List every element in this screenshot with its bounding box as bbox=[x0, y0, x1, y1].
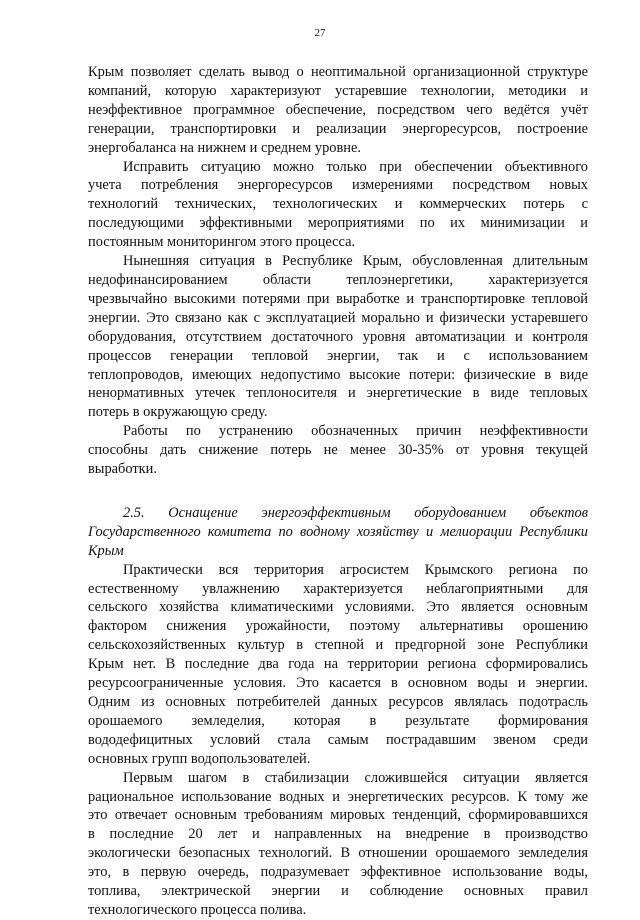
text-line: сельского хозяйства климатическими условиями. Это является основным bbox=[88, 599, 588, 616]
text-line: чрезвычайно высокими потерями при выработке и транспортировке тепловой bbox=[88, 290, 588, 307]
text-line: фактором снижения урожайности, поэтому альтернативы орошению bbox=[88, 618, 588, 635]
text-line: Практически вся территория агросистем Крымского региона по bbox=[123, 561, 588, 578]
page-content bbox=[88, 63, 588, 920]
text-line: выработки. bbox=[88, 461, 157, 478]
text-line: в последние 20 лет и направленных на внедрение в производство bbox=[88, 826, 588, 843]
text-line: потерь в окружающую среду. bbox=[88, 404, 268, 421]
text-line: генерации, транспортировки и реализации энергоресурсов, построение bbox=[88, 120, 588, 137]
text-line: неэффективное программное обеспечение, посредством чего ведётся учёт bbox=[88, 101, 588, 118]
text-line: экологически безопасных технологий. В отношении орошаемого земледелия bbox=[88, 845, 588, 862]
text-line: технологий технических, технологических и коммерческих потерь с bbox=[88, 196, 588, 213]
text-line: ненормативных утечек теплоносителя и энергетические в виде тепловых bbox=[88, 385, 588, 402]
text-line: ресурсоограниченные условия. Это касается в основном воды и энергии. bbox=[88, 675, 588, 692]
text-line: Крым позволяет сделать вывод о неоптимальной организационной структуре bbox=[88, 64, 588, 80]
text-line: Первым шагом в стабилизации сложившейся ситуации является bbox=[123, 769, 588, 786]
text-line: естественному увлажнению характеризуется неблагоприятными для bbox=[88, 580, 588, 597]
page-number: 27 bbox=[314, 27, 326, 39]
text-line: Исправить ситуацию можно только при обеспечении объективного bbox=[123, 158, 588, 175]
text-line: вододефицитных условий стала самым пострадавшим звеном среди bbox=[88, 731, 588, 748]
body-paragraph bbox=[88, 158, 588, 253]
text-line: орошаемого земледелия, которая в результате формирования bbox=[88, 712, 588, 729]
text-line: основных групп водопользователей. bbox=[88, 750, 311, 767]
text-line: Одним из основных потребителей данных ресурсов являлась подотрасль bbox=[88, 694, 588, 710]
text-line: Крым нет. В последние два года на территории региона сформировались bbox=[88, 656, 588, 673]
text-line: рациональное использование водных и энергетических ресурсов. К тому же bbox=[88, 788, 588, 805]
text-line: технологического процесса полива. bbox=[88, 901, 307, 918]
text-line: недофинансированием области теплоэнергетики, характеризуется bbox=[88, 271, 588, 288]
text-line: Нынешняя ситуация в Республике Крым, обусловленная длительным bbox=[123, 253, 588, 270]
text-line: теплопроводов, имеющих недопустимо высокие потери: физические в виде bbox=[88, 366, 588, 383]
section-heading bbox=[88, 504, 588, 561]
text-line: компаний, которую характеризуют устаревшие технологии, методики и bbox=[88, 82, 588, 99]
body-paragraph bbox=[88, 769, 588, 920]
text-line: последующими эффективными мероприятиями по их минимизации и bbox=[88, 215, 588, 232]
body-paragraph bbox=[88, 561, 588, 769]
text-line: Крым bbox=[88, 542, 124, 559]
body-paragraph bbox=[88, 252, 588, 422]
text-line: постоянным мониторингом этого процесса. bbox=[88, 234, 356, 251]
text-line: энергобаланса на нижнем и среднем уровне. bbox=[88, 139, 361, 156]
text-line: оборудования, отсутствием достаточного уровня автоматизации и контроля bbox=[88, 328, 588, 345]
text-line: это отвечает основным требованиям мировых тенденций, сформировавшихся bbox=[88, 807, 588, 824]
text-line: топлива, электрической энергии и соблюдение основных правил bbox=[88, 883, 588, 900]
text-line: Государственного комитета по водному хозяйству и мелиорации Республики bbox=[88, 523, 588, 540]
text-line: учета потребления энергоресурсов измерениями посредством новых bbox=[88, 177, 588, 194]
body-paragraph bbox=[88, 422, 588, 479]
text-line: сельскохозяйственных культур в степной и предгорной зоне Республики bbox=[88, 637, 588, 654]
text-line: это, в первую очередь, подразумевает эффективное использование воды, bbox=[88, 864, 588, 881]
text-line: 2.5. Оснащение энергоэффективным оборудованием объектов bbox=[123, 504, 588, 521]
text-line: Работы по устранению обозначенных причин неэффективности bbox=[123, 423, 588, 440]
text-line: процессов генерации тепловой энергии, так и с использованием bbox=[88, 347, 588, 364]
text-line: энергии. Это связано как с эксплуатацией морально и физически устаревшего bbox=[88, 309, 588, 326]
body-paragraph bbox=[88, 63, 588, 158]
text-line: способны дать снижение потерь не менее 30-35% от уровня текущей bbox=[88, 442, 588, 459]
